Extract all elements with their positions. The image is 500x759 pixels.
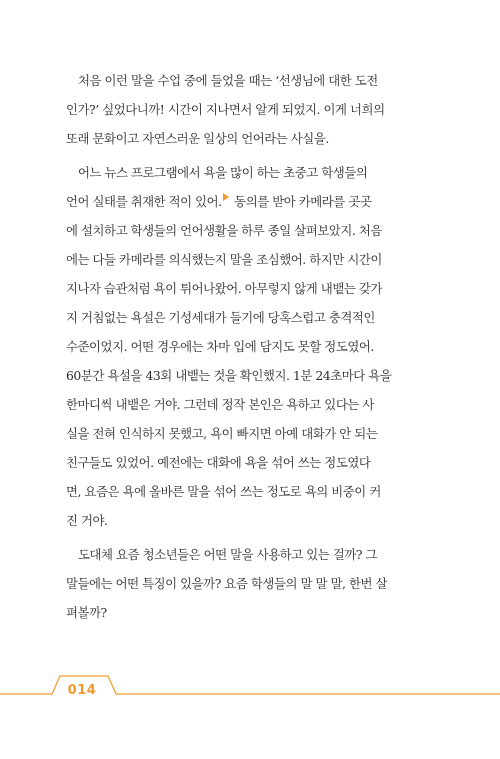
page-number: 014 [67, 683, 97, 698]
page-footer [0, 666, 500, 726]
line-text: 펴볼까? [66, 605, 107, 620]
text-line [66, 540, 440, 569]
line-text: 면, 요즘은 욕에 올바른 말을 섞어 쓰는 정도로 욕의 비중이 커 [66, 484, 381, 499]
text-line [66, 303, 440, 332]
text-line [66, 332, 440, 361]
line-text: 인가?’ 싶었다니까! 시간이 지나면서 알게 되었지. 이게 너희의 [66, 102, 385, 117]
line-text: 에 설치하고 학생들의 언어생활을 하루 종일 살펴보았지. 처음 [66, 223, 382, 238]
body-text [66, 66, 440, 627]
text-line [66, 598, 440, 627]
line-text: 실을 전혀 인식하지 못했고, 욕이 빠지면 아예 대화가 안 되는 [66, 426, 378, 441]
line-text: 도대체 요즘 청소년들은 어떤 말을 사용하고 있는 걸까? 그 [78, 547, 378, 562]
text-line [66, 569, 440, 598]
line-text: 에는 다들 카메라를 의식했는지 말을 조심했어. 하지만 시간이 [66, 252, 382, 267]
text-line [66, 124, 440, 153]
line-text: 처음 이런 말을 수업 중에 들었을 때는 ‘선생님에 대한 도전 [78, 73, 378, 88]
text-line [66, 506, 440, 535]
text-line [66, 274, 440, 303]
line-text: 지 거침없는 욕설은 기성세대가 들기에 당혹스럽고 충격적인 [66, 310, 375, 325]
line-text: 진 거야. [66, 513, 108, 528]
line-text: 또래 문화이고 자연스러운 일상의 언어라는 사실을. [66, 131, 329, 146]
text-line [66, 158, 440, 187]
line-text: 언어 실태를 취재한 적이 있어. [66, 194, 222, 209]
line-text: 말들에는 어떤 특징이 있을까? 요즘 학생들의 말 말 말, 한번 살 [66, 576, 388, 591]
paragraph [66, 66, 440, 153]
line-text: 한마디씩 내뱉은 거야. 그런데 정작 본인은 욕하고 있다는 사 [66, 397, 374, 412]
text-line [66, 390, 440, 419]
text-line [66, 187, 440, 216]
line-text-continued: 동의를 받아 카메라를 곳곳 [230, 194, 372, 209]
paragraph [66, 540, 440, 627]
text-line [66, 448, 440, 477]
line-text: 지나자 습관처럼 욕이 튀어나왔어. 아무렇지 않게 내뱉는 갖가 [66, 281, 382, 296]
text-line [66, 216, 440, 245]
line-text: 60분간 욕설을 43회 내뱉는 것을 확인했지. 1분 24초마다 욕을 [66, 368, 392, 383]
text-line [66, 361, 440, 390]
footnote-marker-icon [223, 193, 229, 201]
text-line [66, 245, 440, 274]
line-text: 수준이었지. 어떤 경우에는 차마 입에 담지도 못할 정도였어. [66, 339, 374, 354]
paragraph [66, 158, 440, 535]
text-line [66, 95, 440, 124]
text-line [66, 419, 440, 448]
text-line [66, 477, 440, 506]
line-text: 어느 뉴스 프로그램에서 욕을 많이 하는 초중고 학생들의 [78, 165, 368, 180]
text-line [66, 66, 440, 95]
line-text: 친구들도 있었어. 예전에는 대화에 욕을 섞어 쓰는 정도였다 [66, 455, 371, 470]
